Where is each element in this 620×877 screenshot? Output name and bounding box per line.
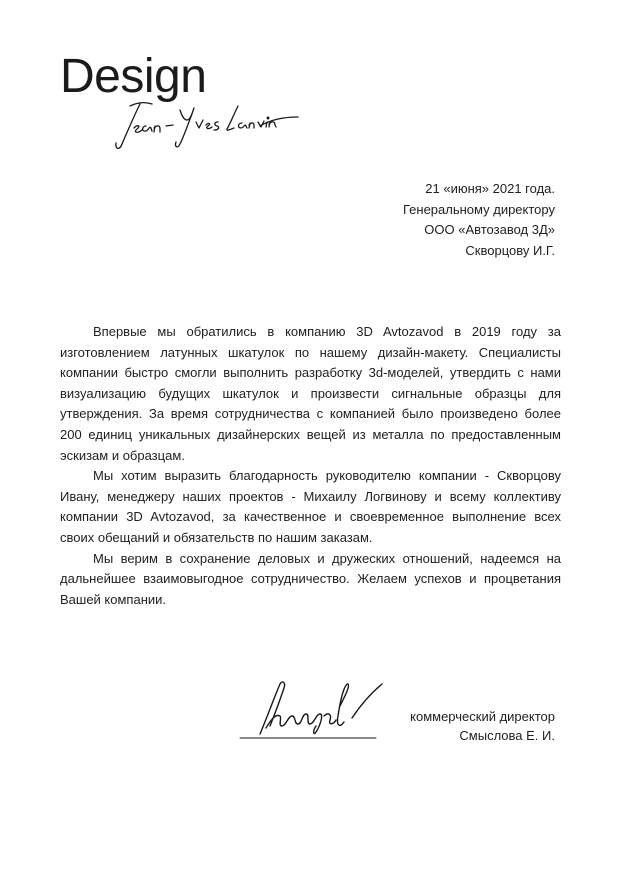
logo-signature-graphic [110,96,300,154]
logo-wordmark: Design [60,50,207,103]
body-paragraph: Мы верим в сохранение деловых и дружеских отношений, надеемся на дальнейшее взаимовыгодное сотрудничество. Желаем успехов и процветания Вашей компании. [60,550,561,607]
body-paragraph: Мы хотим выразить благодарность руководителю компании - Скворцову Ивану, менеджеру наших проектов - Михаилу Логвинову и всему коллективу компании 3D Avtozavod, за качественное и своевременное выполнение всех своих обещаний и обязательств по нашим заказам. [60,468,561,545]
recipient-name: Скворцову И.Г. [465,242,555,258]
signer-name: Смыслова Е. И. [459,728,555,743]
letter-body [60,322,561,610]
signature-graphic [236,676,386,746]
recipient-company: ООО «Автозавод 3Д» [424,222,555,237]
recipient-position: Генеральному директору [403,201,555,217]
addressee-block [403,179,555,261]
signer-title: коммерческий директор [410,709,555,724]
letter-date: 21 «июня» 2021 года. [425,181,555,196]
signer-block [410,707,555,745]
body-paragraph: Впервые мы обратились в компанию 3D Avtozavod в 2019 году за изготовлением латунных шкатулок по нашему дизайн-макету. Специалисты компании быстро смогли выполнить разработку 3d-моделей, утвердить с нами визуализацию будущих шкатулок и произвести сигнальные образцы для утверждения. За время сотрудничества с компанией было произведено более 200 единиц уникальных дизайнерских вещей из металла по предоставленным эскизам и образцам. [60,324,561,463]
